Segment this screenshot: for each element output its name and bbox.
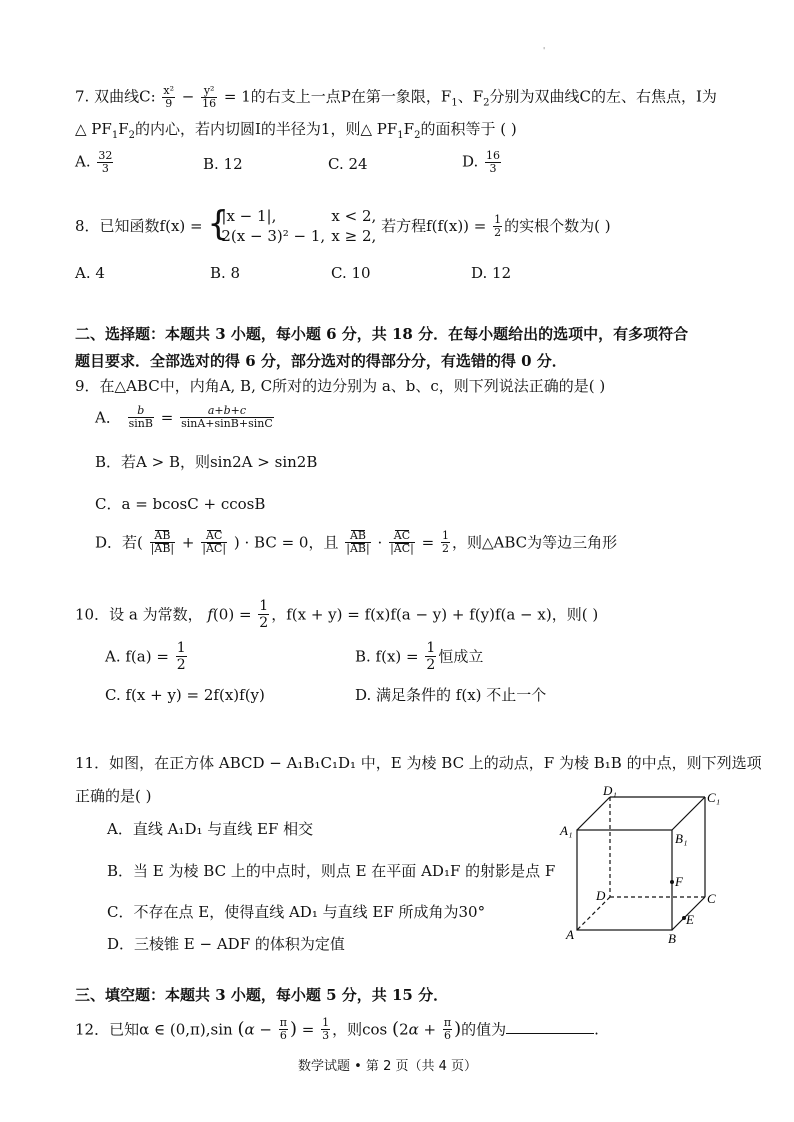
cube-figure bbox=[555, 785, 725, 950]
label-a: A bbox=[566, 927, 574, 942]
question-9-stem: 9．在△ABC中，内角A, B, C所对的边分别为 a、b、c，则下列说法正确的是( ) bbox=[75, 377, 606, 395]
q7-option-d: D. $\frac{16}{3}$ bbox=[462, 149, 501, 175]
q7-option-a-frac: $\frac{32}{3}$ bbox=[98, 149, 113, 175]
q10-option-a: A. f(a) = $\frac{1}{2}$ bbox=[105, 640, 186, 673]
label-b: B bbox=[668, 931, 676, 946]
q7-text-b: = 1的右支上一点P在第一象限，F bbox=[223, 87, 452, 106]
label-d1: D₁ bbox=[603, 785, 617, 798]
q8-option-b: B. 8 bbox=[210, 264, 241, 282]
q8-tail2: 的实根个数为( ) bbox=[504, 217, 611, 235]
q11-option-c: C．不存在点 E，使得直线 AD₁ 与直线 EF 所成角为30° bbox=[107, 903, 486, 921]
q7-option-a: A. $\frac{32}{3}$ bbox=[75, 149, 113, 175]
section-2-heading-line2: 题目要求．全部选对的得 6 分，部分选对的得部分分，有选错的得 0 分． bbox=[75, 352, 567, 370]
q11-option-a: A．直线 A₁D₁ 与直线 EF 相交 bbox=[107, 820, 314, 838]
q7-line2: 的内心，若内切圆I的半径为1，则△ PF bbox=[134, 120, 398, 138]
q9-option-b: B．若A > B，则sin2A > sin2B bbox=[95, 453, 318, 471]
q10-option-d: D. 满足条件的 f(x) 不止一个 bbox=[355, 686, 547, 704]
q8-tail: 若方程f(f(x)) = bbox=[381, 217, 487, 235]
q10-option-c: C. f(x + y) = 2f(x)f(y) bbox=[105, 686, 265, 704]
q7-frac-x: $\frac{\text{x²}}{9}$ bbox=[163, 84, 175, 110]
q9-option-d: D．若( $\frac{AB}{|AB|}$ + $\frac{AC}{|AC|}$ ) · BC = 0，且 $\frac{AB}{|AB|}$ · $\frac{AC}{|AC|}$ = $\frac{1}{2}$ ，则△ABC为等边三角形 bbox=[95, 529, 618, 555]
top-mark: ' bbox=[543, 46, 546, 55]
q8-option-d: D. 12 bbox=[471, 264, 512, 282]
q7-frac-y: $\frac{\text{y²}}{16}$ bbox=[202, 84, 217, 110]
q11-option-d: D．三棱锥 E − ADF 的体积为定值 bbox=[107, 935, 345, 953]
label-f: F bbox=[675, 874, 683, 889]
question-10-stem: 10．设 a 为常数， f(0) = $\frac{1}{2}$ ，f(x + y) = f(x)f(a − y) + f(y)f(a − x)，则( ) bbox=[75, 598, 599, 631]
question-12: 12．已知α ∈ (0,π),sin (α − $\frac{\pi}{6}$ ) = $\frac{1}{3}$ ，则cos (2α + $\frac{\pi}{6}$ )的值为 . bbox=[75, 1016, 599, 1042]
q7-option-d-frac: $\frac{16}{3}$ bbox=[486, 149, 501, 175]
label-b1: B₁ bbox=[675, 831, 688, 846]
q7-number: 7. bbox=[75, 87, 90, 106]
q11-option-b: B．当 E 为棱 BC 上的中点时，则点 E 在平面 AD₁F 的射影是点 F bbox=[107, 862, 556, 880]
label-c: C bbox=[707, 891, 716, 906]
q9-option-c: C．a = bcosC + ccosB bbox=[95, 495, 266, 513]
q8-piecewise: { |x − 1|, x < 2, 2(x − 3)² − 1, x ≥ 2, bbox=[207, 204, 377, 245]
q7-option-b: B. 12 bbox=[203, 155, 243, 173]
question-11-stem-line2: 正确的是( ) bbox=[75, 787, 152, 805]
section-2-heading-line1: 二、选择题：本题共 3 小题，每小题 6 分，共 18 分．在每小题给出的选项中，有多项符合 bbox=[75, 325, 689, 343]
q8-option-a: A. 4 bbox=[75, 264, 105, 282]
label-e: E bbox=[686, 912, 694, 927]
question-11-stem-line1: 11．如图，在正方体 ABCD − A₁B₁C₁D₁ 中，E 为棱 BC 上的动点，F 为棱 B₁B 的中点，则下列选项 bbox=[75, 754, 762, 772]
point-f bbox=[670, 880, 674, 884]
question-7-line2: △ $PF_1F_2$的内心，若内切圆I的半径为1，则△ $PF_1F_2$的面积等于 ( ) bbox=[75, 120, 517, 141]
page-footer: 数学试题 • 第 2 页（共 4 页） bbox=[298, 1059, 478, 1074]
q10-option-b: B. f(x) = $\frac{1}{2}$ 恒成立 bbox=[355, 640, 484, 673]
label-d: D bbox=[596, 888, 606, 903]
q12-answer-blank[interactable] bbox=[506, 1033, 594, 1034]
question-7-line1: 7. 双曲线C: $\frac{\text{x²}}{9}$ − $\frac{\text{y²}}{16}$ = 1的右支上一点P在第一象限，$F_1$、$F_2$分别为双曲线C的左、右焦点，I为 bbox=[75, 84, 717, 110]
label-c1: C₁ bbox=[707, 790, 721, 805]
q7-text-c: 、F bbox=[457, 87, 484, 106]
question-8 bbox=[75, 206, 611, 246]
section-3-heading: 三、填空题：本题共 3 小题，每小题 5 分，共 15 分． bbox=[75, 986, 449, 1004]
q9-option-a: A． $\frac{b}{\sin B}$ = $\frac{a+b+c}{\sin A+\sin B+\sin C}$ bbox=[95, 404, 273, 430]
q7-line2b: 的面积等于 ( ) bbox=[420, 120, 517, 138]
q7-option-c: C. 24 bbox=[328, 155, 368, 173]
q8-half: $\frac{1}{2}$ bbox=[494, 212, 502, 239]
q7-text-d: 分别为双曲线C的左、右焦点，I为 bbox=[489, 87, 717, 106]
q8-stem: 8．已知函数f(x) = bbox=[75, 217, 203, 235]
q8-option-c: C. 10 bbox=[331, 264, 371, 282]
q7-text-a: 双曲线C: bbox=[94, 87, 156, 106]
label-a1: A₁ bbox=[560, 823, 573, 838]
